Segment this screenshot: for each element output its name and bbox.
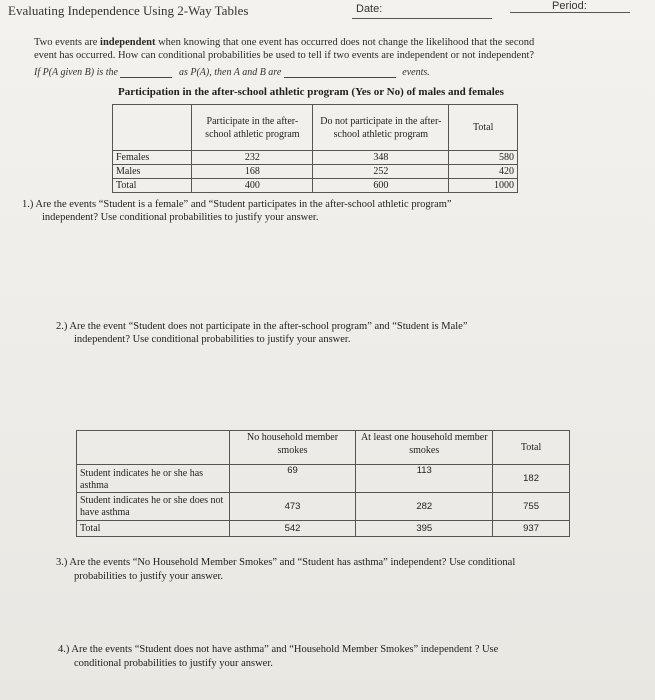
question-text: Are the events “No Household Member Smokes” and “Student has asthma” independent? Use conditional (69, 557, 516, 568)
question-number: 4.) (58, 644, 70, 655)
row-label: Females (113, 151, 192, 165)
question-3-line-2: probabilities to justify your answer. (74, 571, 224, 582)
table-row (77, 521, 570, 537)
period-line (510, 12, 630, 13)
row-label: Total (77, 521, 230, 537)
row-label: Student indicates he or she has asthma (77, 465, 230, 493)
table1-header-participate: Participate in the after-school athletic program (192, 105, 313, 151)
row-label: Total (113, 179, 192, 193)
fill-in-blank-sentence: If P(A given B) is the as P(A), then A and B are events. (34, 67, 430, 78)
question-3 (56, 556, 646, 569)
row-label: Student indicates he or she does not have asthma (77, 493, 230, 521)
question-1-line-2: independent? Use conditional probabilities to justify your answer. (42, 212, 319, 223)
table-cell: 182 (493, 465, 570, 493)
question-text: Are the event “Student does not participate in the after-school program” and “Student is Male” (69, 321, 468, 332)
date-label: Date: (356, 3, 383, 15)
table2-header-no-smokes: No household member smokes (229, 431, 356, 465)
table2-header-total: Total (493, 431, 570, 465)
table-cell: 600 (313, 179, 449, 193)
period-label: Period: (552, 0, 587, 12)
table1-caption: Participation in the after-school athletic program (Yes or No) of males and females (118, 86, 504, 98)
table-row (77, 465, 570, 493)
table2-corner-cell (77, 431, 230, 465)
question-4 (58, 643, 648, 656)
question-text: Are the events “Student is a female” and “Student participates in the after-school athletic program” (35, 199, 452, 210)
table-row (113, 151, 518, 165)
question-number: 1.) (22, 199, 34, 210)
row-label: Males (113, 165, 192, 179)
table-cell: 420 (449, 165, 518, 179)
table-cell: 1000 (449, 179, 518, 193)
table-cell: 473 (229, 493, 356, 521)
question-text: Are the events “Student does not have asthma” and “Household Member Smokes” independent ? Use (71, 644, 499, 655)
table1-header-total: Total (449, 105, 518, 151)
table2-header-smokes: At least one household member smokes (356, 431, 493, 465)
table-cell: 168 (192, 165, 313, 179)
table-cell: 113 (356, 465, 493, 493)
table-cell: 252 (313, 165, 449, 179)
intro-line-2: event has occurred. How can conditional probabilities be used to tell if two events are independent or not independent? (34, 50, 535, 61)
table-cell: 348 (313, 151, 449, 165)
table-cell: 580 (449, 151, 518, 165)
table-cell: 282 (356, 493, 493, 521)
table-cell: 400 (192, 179, 313, 193)
blank-2 (284, 77, 396, 78)
worksheet-title: Evaluating Independence Using 2-Way Tables (8, 3, 249, 18)
table1-corner-cell (113, 105, 192, 151)
table-cell: 69 (229, 465, 356, 493)
intro-line-1: Two events are independent when knowing that one event has occurred does not change the likelihood that the second (34, 37, 535, 48)
question-number: 2.) (56, 321, 68, 332)
blank-1 (120, 77, 172, 78)
table1-header-not-participate: Do not participate in the after-school athletic program (313, 105, 449, 151)
question-2-line-2: independent? Use conditional probabilities to justify your answer. (74, 334, 351, 345)
question-2 (56, 320, 636, 333)
table-cell: 937 (493, 521, 570, 537)
question-number: 3.) (56, 557, 68, 568)
asthma-smoking-table (76, 430, 570, 537)
table-cell: 542 (229, 521, 356, 537)
table-row (113, 165, 518, 179)
participation-table (112, 104, 518, 193)
table-cell: 755 (493, 493, 570, 521)
question-1 (22, 198, 642, 211)
table-row (77, 493, 570, 521)
table-cell: 232 (192, 151, 313, 165)
table-row (113, 179, 518, 193)
question-4-line-2: conditional probabilities to justify your answer. (74, 658, 273, 669)
table-cell: 395 (356, 521, 493, 537)
date-line (352, 18, 492, 19)
